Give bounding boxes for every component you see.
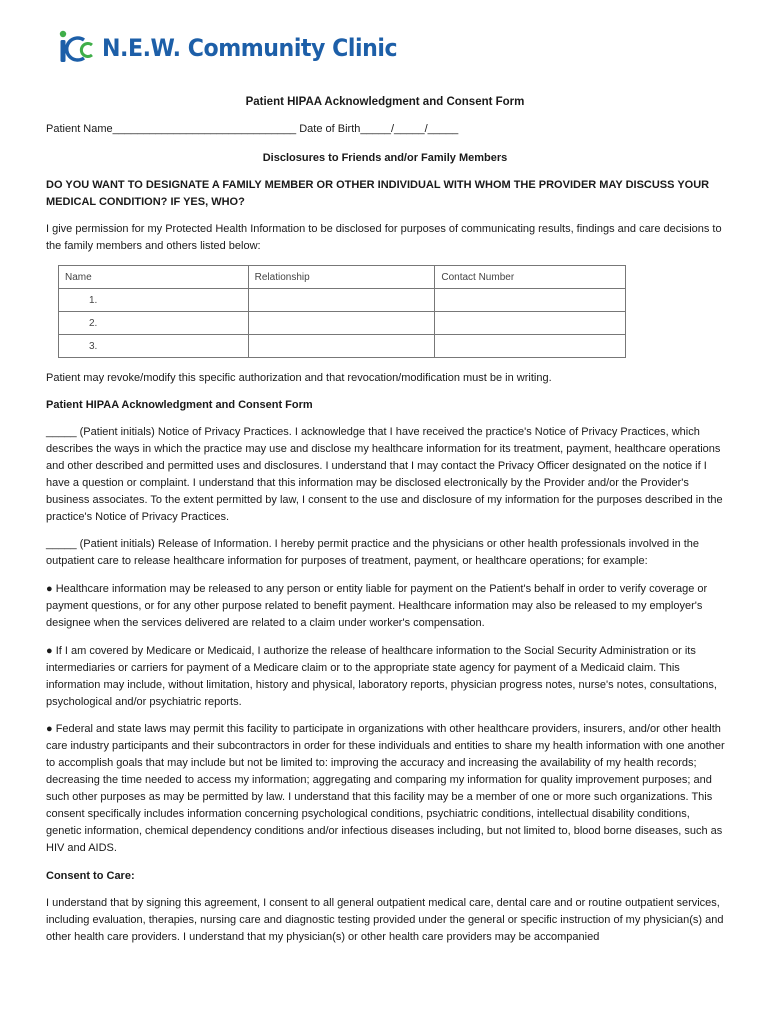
consent-heading: Consent to Care: [46, 870, 135, 882]
relationship-cell[interactable] [248, 312, 435, 335]
header-relationship: Relationship [248, 266, 435, 289]
release-paragraph: _____ (Patient initials) Release of Information. I hereby permit practice and the physicians or other health professionals involved in the outpatient care to release healthcare information for purposes of treatment, payment, or healthcare operations; for example: [46, 538, 700, 567]
table-row [59, 312, 626, 335]
bullet-payment: ● Healthcare information may be released to any person or entity liable for payment on the Patient's behalf in order to verify coverage or payment questions, or for any other purpose related to benefit payment. Healthcare information may also be released to my employer's designee when the services delivered are related to a claim under worker's compensation. [46, 583, 708, 629]
header-name: Name [59, 266, 249, 289]
clinic-name: N.E.W. Community Clinic [102, 34, 398, 62]
contact-cell[interactable] [435, 335, 626, 358]
disclosures-heading: Disclosures to Friends and/or Family Members [262, 152, 508, 164]
contact-cell[interactable] [435, 289, 626, 312]
icc-logo-icon [54, 28, 98, 68]
designate-question: DO YOU WANT TO DESIGNATE A FAMILY MEMBER OR OTHER INDIVIDUAL WITH WHOM THE PROVIDER MAY DISCUSS YOUR MEDICAL CONDITION? IF YES, WHO? [46, 179, 710, 208]
privacy-practices-paragraph: _____ (Patient initials) Notice of Privacy Practices. I acknowledge that I have received the practice's Notice of Privacy Practices, which describes the ways in which the practice may use and disclose my healthcare information for its treatment, payment, healthcare operations and other described and permitted uses and disclosures. I understand that I may contact the Privacy Officer designated on the notice if I have a question or complaint. I understand that this information may be disclosed electronically by the Provider and/or the Provider's business associates. To the extent permitted by law, I consent to the use and disclosure of my information for the purposes described in the practice's Notice of Privacy Practices. [46, 426, 723, 523]
bullet-medicare: ● If I am covered by Medicare or Medicaid, I authorize the release of healthcare information to the Social Security Administration or its intermediaries or carriers for payment of a Medicare claim or to the appropriate state agency for payment of a Medicaid claim. This information may include, without limitation, history and physical, laboratory reports, physician progress notes, nurse's notes, consultations, psychological and/or psychiatric reports. [46, 645, 717, 708]
clinic-logo [54, 28, 423, 68]
contact-cell[interactable] [435, 312, 626, 335]
header-contact-number: Contact Number [435, 266, 626, 289]
relationship-cell[interactable] [248, 335, 435, 358]
relationship-cell[interactable] [248, 289, 435, 312]
permission-text: I give permission for my Protected Health Information to be disclosed for purposes of communicating results, findings and care decisions to the family members and others listed below: [46, 223, 722, 252]
table-header-row [59, 266, 626, 289]
row-number: 2. [59, 312, 249, 335]
table-row [59, 289, 626, 312]
patient-info-line: Patient Name______________________________ Date of Birth_____/_____/_____ [46, 123, 459, 135]
table-row [59, 335, 626, 358]
row-number: 3. [59, 335, 249, 358]
consent-paragraph: I understand that by signing this agreement, I consent to all general outpatient medical care, dental care and or routine outpatient services, including evaluation, therapies, nursing care and diagnostic testing provided under the general or specific instruction of my physician(s) and other health care providers. I understand that my physician(s) or other health care providers may be accompanied [46, 897, 724, 943]
acknowledgment-heading: Patient HIPAA Acknowledgment and Consent Form [46, 399, 313, 411]
contacts-table [58, 265, 626, 358]
bullet-federal-laws: ● Federal and state laws may permit this facility to participate in organizations with other healthcare providers, insurers, and/or other health care industry participants and their subcontractors in order for these individuals and entities to share my health information with one another to accomplish goals that may include but not be limited to: improving the accuracy and increasing the availability of my health records; decreasing the time needed to access my information; aggregating and comparing my information for quality improvement purposes; and such other purposes as may be permitted by law. I understand that this facility may be a member of one or more such organizations. This consent specifically includes information concerning psychological conditions, psychiatric conditions, intellectual disability conditions, genetic information, chemical dependency conditions and/or infectious diseases including, but not limited to, blood borne diseases, such as HIV and AIDS. [46, 723, 725, 854]
revoke-text: Patient may revoke/modify this specific authorization and that revocation/modification must be in writing. [46, 372, 552, 384]
row-number: 1. [59, 289, 249, 312]
form-title: Patient HIPAA Acknowledgment and Consent Form [245, 96, 525, 108]
